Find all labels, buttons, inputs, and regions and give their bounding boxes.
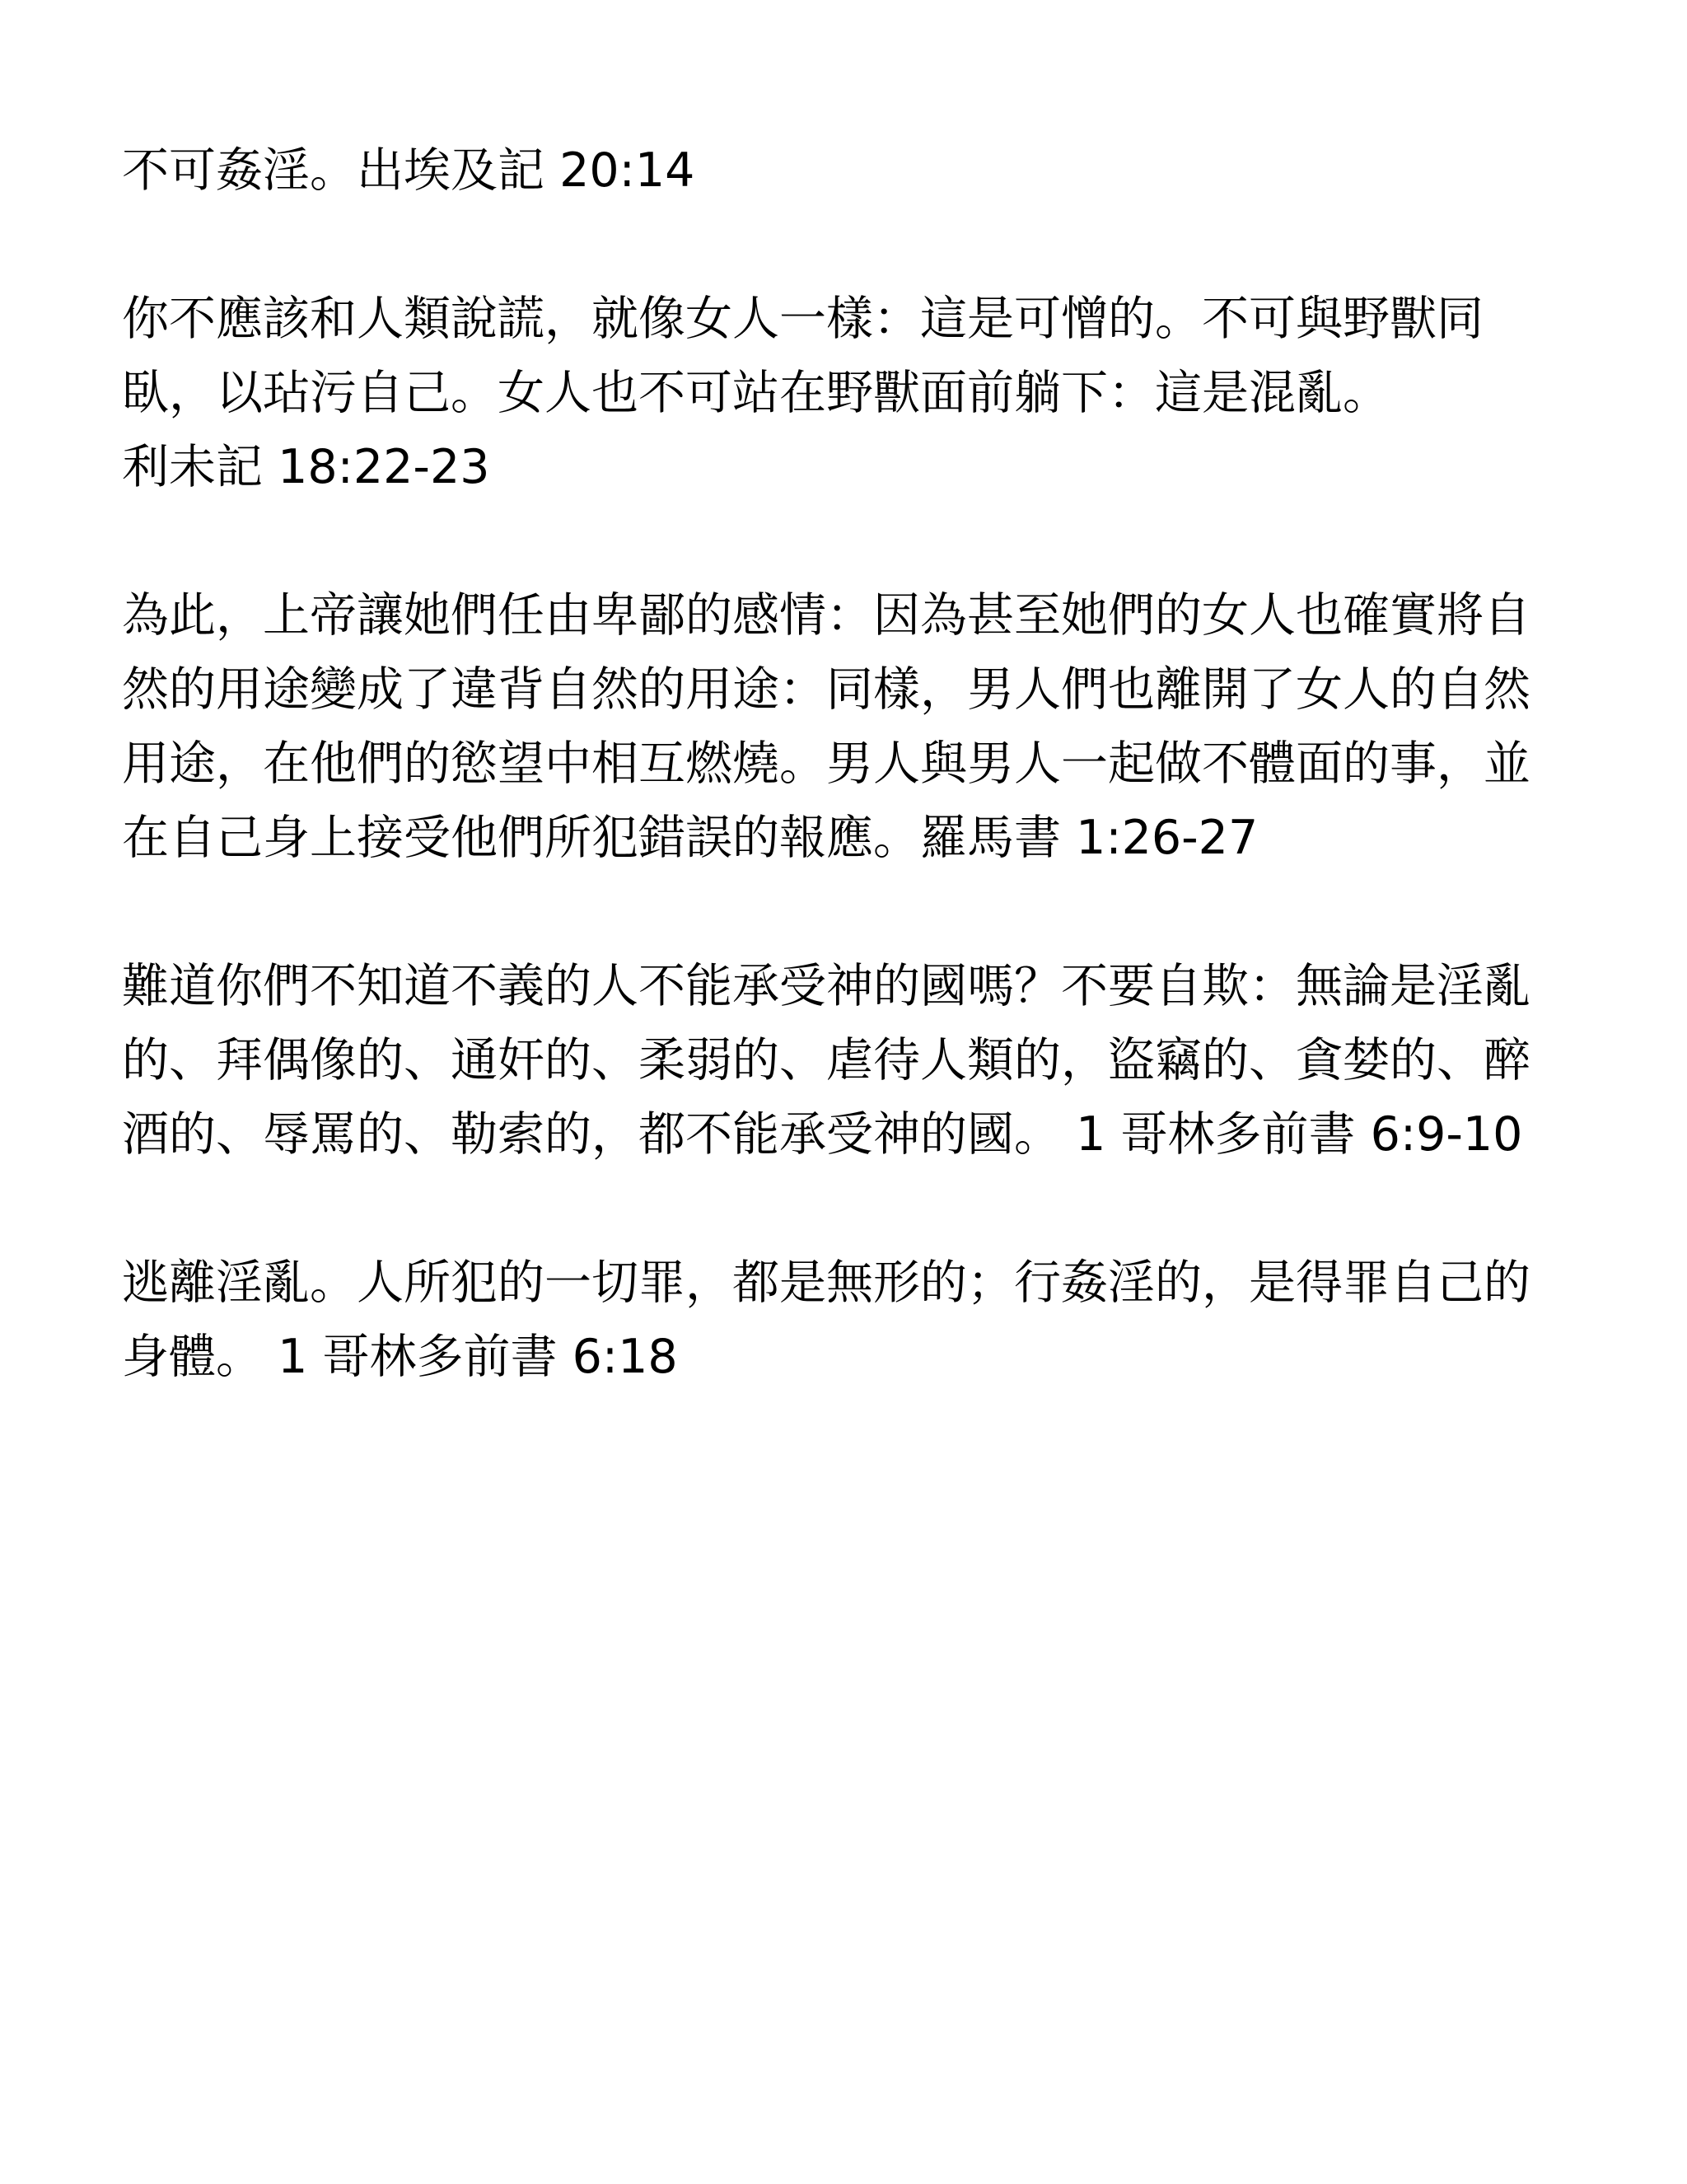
text-line: 不可姦淫。出埃及記 20:14: [122, 143, 695, 198]
text-line: 你不應該和人類說謊，就像女人一樣：這是可憎的。不可與野獸同: [122, 292, 1484, 346]
text-line: 難道你們不知道不義的人不能承受神的國嗎？不要自欺：無論是淫亂: [122, 959, 1530, 1013]
text-line: 臥，以玷污自己。女人也不可站在野獸面前躺下：這是混亂。: [122, 366, 1390, 420]
text-line: 身體。 1 哥林多前書 6:18: [122, 1330, 678, 1384]
text-line: 利未記 18:22-23: [122, 440, 490, 494]
document-body: [122, 133, 1572, 1468]
text-line: 在自己身上接受他們所犯錯誤的報應。羅馬書 1:26-27: [122, 811, 1259, 865]
paragraph-corinthians-6-9: [122, 949, 1572, 1172]
text-line: 用途，在他們的慾望中相互燃燒。男人與男人一起做不體面的事，並: [122, 737, 1530, 791]
paragraph-corinthians-6-18: [122, 1246, 1572, 1394]
paragraph-exodus: [122, 133, 1572, 208]
text-line: 酒的、辱罵的、勒索的，都不能承受神的國。 1 哥林多前書 6:9-10: [122, 1107, 1523, 1162]
text-line: 逃離淫亂。人所犯的一切罪，都是無形的；行姦淫的，是得罪自己的: [122, 1256, 1530, 1310]
text-line: 然的用途變成了違背自然的用途：同樣，男人們也離開了女人的自然: [122, 662, 1530, 717]
text-line: 的、拜偶像的、通奸的、柔弱的、虐待人類的，盜竊的、貪婪的、醉: [122, 1033, 1530, 1087]
text-line: 為此，上帝讓她們任由卑鄙的感情：因為甚至她們的女人也確實將自: [122, 588, 1530, 643]
paragraph-leviticus: [122, 282, 1572, 504]
paragraph-romans: [122, 578, 1572, 875]
